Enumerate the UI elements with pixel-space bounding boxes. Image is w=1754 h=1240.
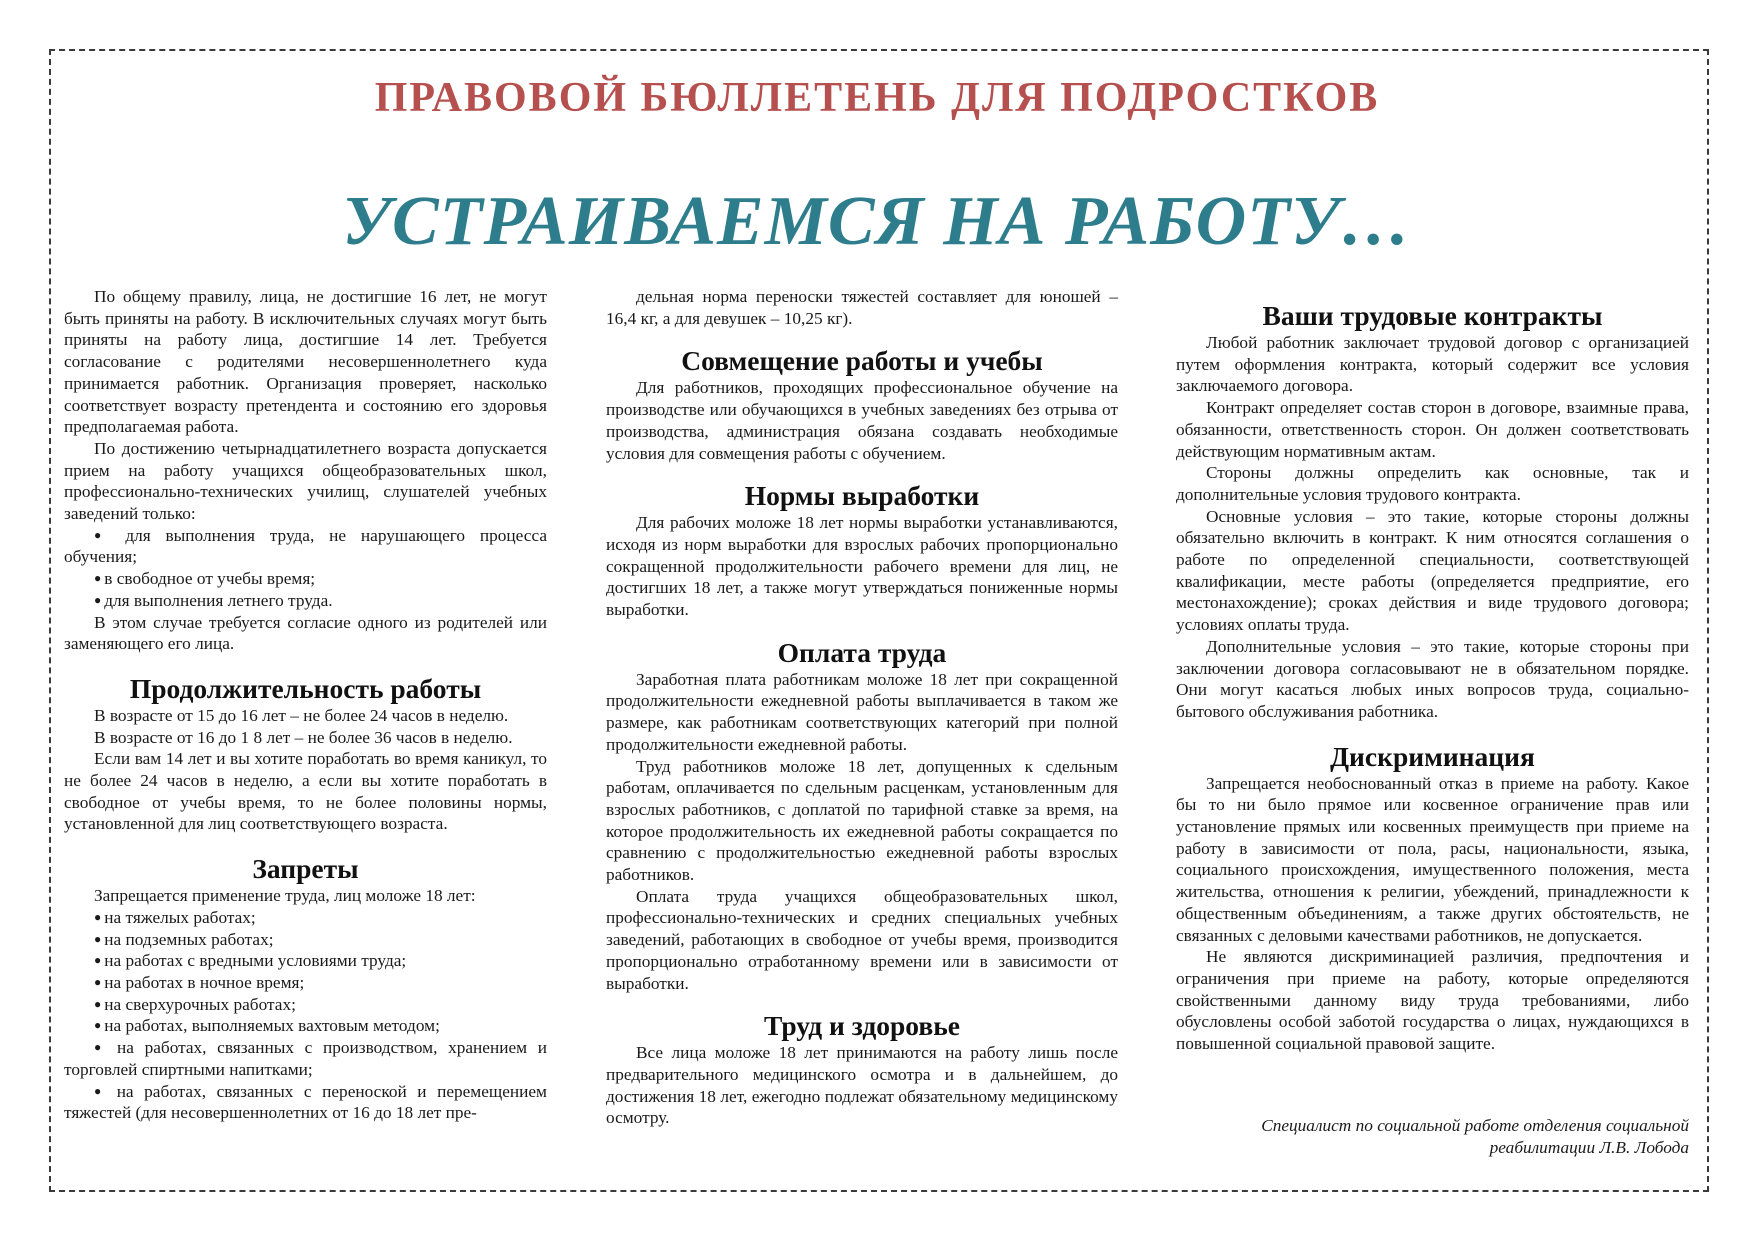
bans-list — [64, 907, 547, 1124]
paragraph: Оплата труда учащихся общеобразовательных школ, профессионально-технических и средних специальных учебных заведений, работающих в свободное от учебы время, производится пропорционально отработанному времени или в зависимости от выработки. — [606, 886, 1118, 993]
paragraph: Запрещается применение труда, лиц моложе 18 лет: — [94, 886, 476, 906]
paragraph: Для работников, проходящих профессиональное обучение на производстве или обучающихся в учебных заведениях без отрыва от производства, администрация обязана создавать необходимые условия для совмещения работы с обучением. — [606, 378, 1118, 463]
intro-list — [64, 525, 547, 612]
paragraph: Основные условия – это такие, которые стороны должны обязательно включить в контракт. К ним относятся соглашения о работе по определенной специальности, соответствующей квалификации, месте работы (определяется предприятие, его местонахождение); сроках действия и виде трудового договора; условиях оплаты труда. — [1176, 506, 1689, 635]
list-item: ● на работах, связанных с переноской и перемещением тяжестей (для несовершеннолетних от 16 до 18 лет пре- — [64, 1081, 547, 1124]
section-heading-contracts: Ваши трудовые контракты — [1262, 300, 1603, 331]
list-item: ● на сверхурочных работах; — [64, 994, 547, 1016]
list-item: ● на подземных работах; — [64, 929, 547, 951]
paragraph: Не являются дискриминацией различия, предпочтения и ограничения при приеме на работу, которые определяются свойственными данному виду труда требованиями, либо обусловлены особой заботой государства о лицах, нуждающихся в повышенной социальной правовой защите. — [1176, 947, 1689, 1054]
paragraph: В возрасте от 15 до 16 лет – не более 24 часов в неделю. — [94, 705, 509, 725]
list-item: ● на работах, выполняемых вахтовым методом; — [64, 1015, 547, 1037]
paragraph: По общему правилу, лица, не достигшие 16 лет, не могут быть приняты на работу. В исключительных случаях могут быть приняты на работу лица, достигшие 14 лет. Требуется согласование с родителями несовершеннолетнего куда принимается работник. Организация проверяет, насколько соответствует возрасту претендента и состоянию его здоровья предполагаемая работа. — [64, 287, 547, 437]
column-right — [1176, 300, 1689, 1158]
signature: Специалист по социальной работе отделения социальной реабилитации Л.В. Лобода — [1261, 1115, 1689, 1157]
paragraph: Все лица моложе 18 лет принимаются на работу лишь после предварительного медицинского осмотра и в дальнейшем, до достижения 18 лет, ежегодно подлежат обязательному медицинскому осмотру. — [606, 1043, 1118, 1128]
section-heading-study: Совмещение работы и учебы — [681, 345, 1043, 377]
column-left — [64, 286, 547, 1124]
paragraph: Контракт определяет состав сторон в договоре, взаимные права, обязанности, ответственность сторон. Он должен соответствовать действующим нормативным актам. — [1176, 398, 1689, 461]
list-item: ● на работах, связанных с производством, хранением и торговлей спиртными напитками; — [64, 1037, 547, 1080]
section-heading-duration: Продолжительность работы — [129, 672, 482, 704]
column-middle — [606, 286, 1118, 1129]
paragraph: Запрещается необоснованный отказ в приеме на работу. Какое бы то ни было прямое или косвенное ограничение прав или установление прямых или косвенных преимуществ при приеме на работу в зависимости от пола, расы, национальности, языка, социального происхождения, имущественного положения, места жительства, отношения к религии, убеждений, принадлежности к общественным объединениям, а также других обстоятельств, не связанных с деловыми качествами работников, не допускается. — [1176, 773, 1689, 945]
paragraph: Труд работников моложе 18 лет, допущенных к сдельным работам, оплачивается по сдельным расценкам, установленным для взрослых работников, с доплатой по тарифной ставке за время, на которое продолжительность их ежедневной работы сокращается по сравнению с продолжительностью ежедневной работы взрослых работников. — [606, 756, 1118, 885]
list-item: ● на работах в ночное время; — [64, 972, 547, 994]
list-item: ● на тяжелых работах; — [64, 907, 547, 929]
section-heading-pay: Оплата труда — [777, 636, 947, 668]
paragraph: В этом случае требуется согласие одного из родителей или заменяющего его лица. — [64, 612, 547, 654]
list-item: ● в свободное от учебы время; — [64, 568, 547, 590]
main-title: УСТРАИВАЕМСЯ НА РАБОТУ… — [342, 183, 1412, 260]
list-item: ● для выполнения труда, не нарушающего процесса обучения; — [64, 525, 547, 568]
paragraph: Если вам 14 лет и вы хотите поработать во время каникул, то не более 24 часов в неделю, а если вы хотите поработать в свободное от учебы время, то не более половины нормы, установленной для лиц соответствующего возраста. — [64, 749, 547, 834]
paragraph: Для рабочих моложе 18 лет нормы выработки устанавливаются, исходя из норм выработки для взрослых рабочих пропорционально сокращенной продолжительности рабочего времени для лиц, не достигших 18 лет, а также могут утверждаться пониженные нормы выработки. — [606, 513, 1118, 620]
list-item: ● на работах с вредными условиями труда; — [64, 950, 547, 972]
section-heading-bans: Запреты — [252, 853, 359, 885]
section-heading-discrimination: Дискриминация — [1330, 740, 1535, 772]
paragraph: дельная норма переноски тяжестей составляет для юношей – 16,4 кг, а для девушек – 10,25 кг). — [606, 287, 1118, 328]
paragraph: Дополнительные условия – это такие, которые стороны при заключении договора согласовывают не в обязательном порядке. Они могут касаться любых иных вопросов труда, социально-бытового обслуживания работника. — [1176, 636, 1689, 721]
paragraph: Любой работник заключает трудовой договор с организацией путем оформления контракта, который содержит все условия заключаемого договора. — [1176, 333, 1689, 396]
paragraph: По достижению четырнадцатилетнего возраста допускается прием на работу учащихся общеобразовательных школ, профессионально-технических училищ, слушателей учебных заведений только: — [64, 438, 547, 524]
list-item: ● для выполнения летнего труда. — [64, 590, 547, 612]
paragraph: В возрасте от 16 до 1 8 лет – не более 36 часов в неделю. — [94, 727, 513, 747]
paragraph: Заработная плата работникам моложе 18 лет при сокращенной продолжительности ежедневной работы выплачивается в таком же размере, как работникам соответствующих категорий при полной продолжительности ежедневной работы. — [606, 669, 1118, 754]
paragraph: Стороны должны определить как основные, так и дополнительные условия трудового контракта. — [1176, 463, 1689, 504]
bulletin-title: ПРАВОВОЙ БЮЛЛЕТЕНЬ ДЛЯ ПОДРОСТКОВ — [374, 75, 1380, 121]
section-heading-norms: Нормы выработки — [744, 480, 980, 512]
section-heading-health: Труд и здоровье — [764, 1010, 960, 1042]
